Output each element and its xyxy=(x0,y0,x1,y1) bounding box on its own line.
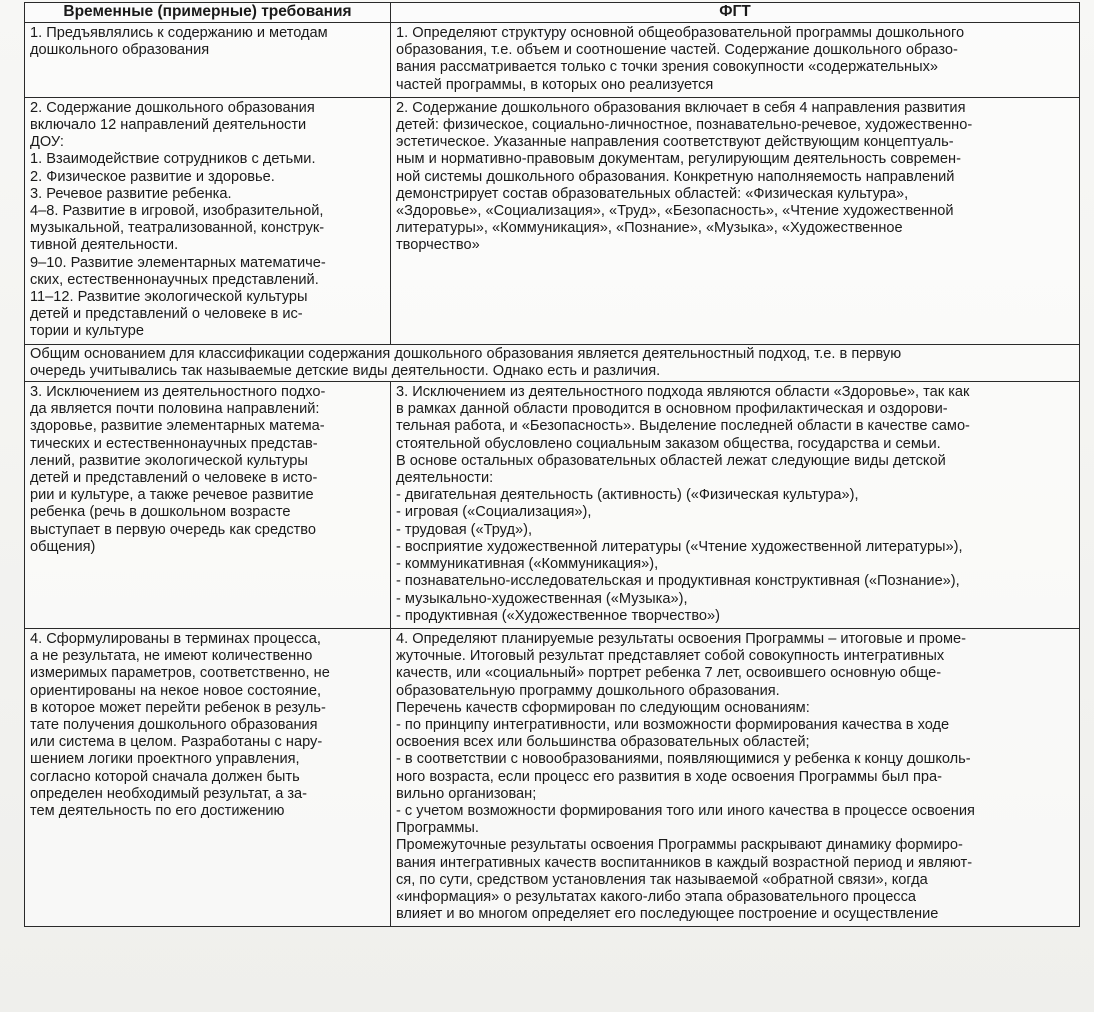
text-line: - трудовая («Труд»), xyxy=(396,521,533,538)
text-line: «Здоровье», «Социализация», «Труд», «Безопасность», «Чтение художественной xyxy=(396,203,954,220)
text-line: лений, развитие экологической культуры xyxy=(30,452,308,469)
text-line: музыкальной, театрализованной, конструк- xyxy=(30,220,325,237)
text-line: общения) xyxy=(30,538,96,555)
cell-temporary-requirements xyxy=(25,382,391,629)
text-line: здоровье, развитие элементарных матема- xyxy=(30,418,325,435)
text-line: - восприятие художественной литературы («Чтение художественной литературы»), xyxy=(396,538,963,555)
text-line: ной системы дошкольного образования. Конкретную наполняемость направлений xyxy=(396,168,955,185)
text-line: тельная работа, и «Безопасность». Выделение последней области в качестве само- xyxy=(396,418,970,435)
text-line: деятельности: xyxy=(396,470,494,487)
text-line: 1. Взаимодействие сотрудников с детьми. xyxy=(30,151,316,168)
text-line: стоятельной обусловлено социальным заказом общества, государства и семьи. xyxy=(396,435,941,452)
text-line: - по принципу интегративности, или возможности формирования качества в ходе xyxy=(396,716,950,733)
header-temporary-requirements: Временные (примерные) требования xyxy=(25,3,391,23)
table-row xyxy=(25,628,1080,926)
text-line: демонстрирует состав образовательных областей: «Физическая культура», xyxy=(396,185,909,202)
text-line: частей программы, в которых оно реализуется xyxy=(396,76,714,93)
cell-fgt xyxy=(391,628,1080,926)
cell-fgt xyxy=(391,97,1080,344)
text-line: образовательную программу дошкольного образования. xyxy=(396,682,780,699)
text-line: тивной деятельности. xyxy=(30,237,179,254)
text-line: 3. Речевое развитие ребенка. xyxy=(30,185,232,202)
text-line: детей и представлений о человеке в исто- xyxy=(30,470,318,487)
text-line: - коммуникативная («Коммуникация»), xyxy=(396,556,659,573)
text-line: образования, т.е. объем и соотношение частей. Содержание дошкольного образо- xyxy=(396,42,958,59)
table-row xyxy=(25,97,1080,344)
text-line: 2. Содержание дошкольного образования xyxy=(30,99,315,116)
text-line: - в соответствии с новообразованиями, появляющимися у ребенка к концу дошколь- xyxy=(396,751,971,768)
text-line: качеств, или «социальный» портрет ребенка 7 лет, освоившего основную обще- xyxy=(396,665,942,682)
text-line: детей и представлений о человеке в ис- xyxy=(30,306,303,323)
header-fgt: ФГТ xyxy=(391,3,1080,23)
text-line: творчество» xyxy=(396,237,480,254)
text-line: ребенка (речь в дошкольном возрасте xyxy=(30,504,291,521)
text-line: В основе остальных образовательных областей лежат следующие виды детской xyxy=(396,452,946,469)
text-line: - продуктивная («Художественное творчество») xyxy=(396,607,721,624)
text-line: ских, естественнонаучных представлений. xyxy=(30,271,319,288)
table-row xyxy=(25,382,1080,629)
text-line: Программы. xyxy=(396,820,479,837)
text-line: 2. Физическое развитие и здоровье. xyxy=(30,168,275,185)
text-line: - игровая («Социализация»), xyxy=(396,504,592,521)
text-line: да является почти половина направлений: xyxy=(30,401,320,418)
text-line: ориентированы на некое новое состояние, xyxy=(30,682,322,699)
text-line: детей: физическое, социально-личностное, познавательно-речевое, художественно- xyxy=(396,117,973,134)
text-line: тем деятельность по его достижению xyxy=(30,802,285,819)
text-line: или система в целом. Разработаны с нару- xyxy=(30,734,323,751)
text-line: включало 12 направлений деятельности xyxy=(30,117,307,134)
text-line: 4. Определяют планируемые результаты освоения Программы – итоговые и проме- xyxy=(396,630,967,647)
text-line: выступает в первую очередь как средство xyxy=(30,521,317,538)
text-line: «информация» о результатах какого-либо этапа образовательного процесса xyxy=(396,888,917,905)
text-line: определен необходимый результат, а за- xyxy=(30,785,308,802)
text-line: 2. Содержание дошкольного образования включает в себя 4 направления развития xyxy=(396,99,966,116)
text-line: очередь учитывались так называемые детские виды деятельности. Однако есть и различия. xyxy=(30,362,661,379)
text-line: измеримых параметров, соответственно, не xyxy=(30,665,330,682)
text-line: в рамках данной области проводится в основном профилактическая и оздорови- xyxy=(396,401,948,418)
text-line: 3. Исключением из деятельностного подхо- xyxy=(30,384,326,401)
cell-fgt xyxy=(391,382,1080,629)
text-line: тате получения дошкольного образования xyxy=(30,716,318,733)
text-line: 3. Исключением из деятельностного подхода являются области «Здоровье», так как xyxy=(396,384,970,401)
text-line: 1. Определяют структуру основной общеобразовательной программы дошкольного xyxy=(396,25,965,41)
table-header-row xyxy=(25,3,1080,23)
text-line: Промежуточные результаты освоения Программы раскрывают динамику формиро- xyxy=(396,837,963,854)
text-line: вания интегративных качеств воспитанников в каждый возрастной период и являют- xyxy=(396,854,973,871)
table-row xyxy=(25,23,1080,98)
text-line: шением логики проектного управления, xyxy=(30,751,300,768)
text-line: вания рассматривается только с точки зрения совокупности «содержательных» xyxy=(396,59,939,76)
merged-summary-cell xyxy=(25,344,1080,381)
text-line: - познавательно-исследовательская и продуктивная конструктивная («Познание»), xyxy=(396,573,960,590)
table-body xyxy=(25,23,1080,927)
text-line: 1. Предъявлялись к содержанию и методам xyxy=(30,25,328,41)
text-line: жуточные. Итоговый результат представляет собой совокупность интегративных xyxy=(396,648,945,665)
text-line: вильно организован; xyxy=(396,785,537,802)
text-line: - с учетом возможности формирования того или иного качества в процессе освоения xyxy=(396,802,975,819)
text-line: Перечень качеств сформирован по следующим основаниям: xyxy=(396,699,810,716)
text-line: в которое может перейти ребенок в резуль- xyxy=(30,699,326,716)
text-line: 9–10. Развитие элементарных математиче- xyxy=(30,254,326,271)
text-line: ным и нормативно-правовым документам, регулирующим деятельность современ- xyxy=(396,151,961,168)
text-line: Общим основанием для классификации содержания дошкольного образования является деятельностный подход, т.е. в первую xyxy=(30,345,902,362)
text-line: влияет и во многом определяет его последующее построение и осуществление xyxy=(396,906,939,923)
text-line: - музыкально-художественная («Музыка»), xyxy=(396,590,688,607)
text-line: ся, по сути, средством установления так называемой «обратной связи», когда xyxy=(396,871,928,888)
text-line: ДОУ: xyxy=(30,134,64,151)
text-line: освоения всех или большинства образовательных областей; xyxy=(396,734,810,751)
table-row xyxy=(25,344,1080,381)
text-line: литературы», «Коммуникация», «Познание», «Музыка», «Художественное xyxy=(396,220,903,237)
text-line: - двигательная деятельность (активность) («Физическая культура»), xyxy=(396,487,859,504)
text-line: тических и естественнонаучных представ- xyxy=(30,435,318,452)
text-line: 4–8. Развитие в игровой, изобразительной, xyxy=(30,203,324,220)
text-line: дошкольного образования xyxy=(30,42,210,59)
text-line: согласно которой сначала должен быть xyxy=(30,768,300,785)
text-line: эстетическое. Указанные направления соответствуют действующим концептуаль- xyxy=(396,134,954,151)
text-line: 4. Сформулированы в терминах процесса, xyxy=(30,630,321,647)
text-line: 11–12. Развитие экологической культуры xyxy=(30,289,308,306)
comparison-table xyxy=(24,2,1080,927)
cell-temporary-requirements xyxy=(25,97,391,344)
text-line: ного возраста, если процесс его развития в ходе освоения Программы был пра- xyxy=(396,768,942,785)
text-line: рии и культуре, а также речевое развитие xyxy=(30,487,314,504)
cell-temporary-requirements xyxy=(25,628,391,926)
text-line: а не результата, не имеют количественно xyxy=(30,648,313,665)
cell-temporary-requirements xyxy=(25,23,391,98)
text-line: тории и культуре xyxy=(30,323,145,340)
cell-fgt xyxy=(391,23,1080,98)
